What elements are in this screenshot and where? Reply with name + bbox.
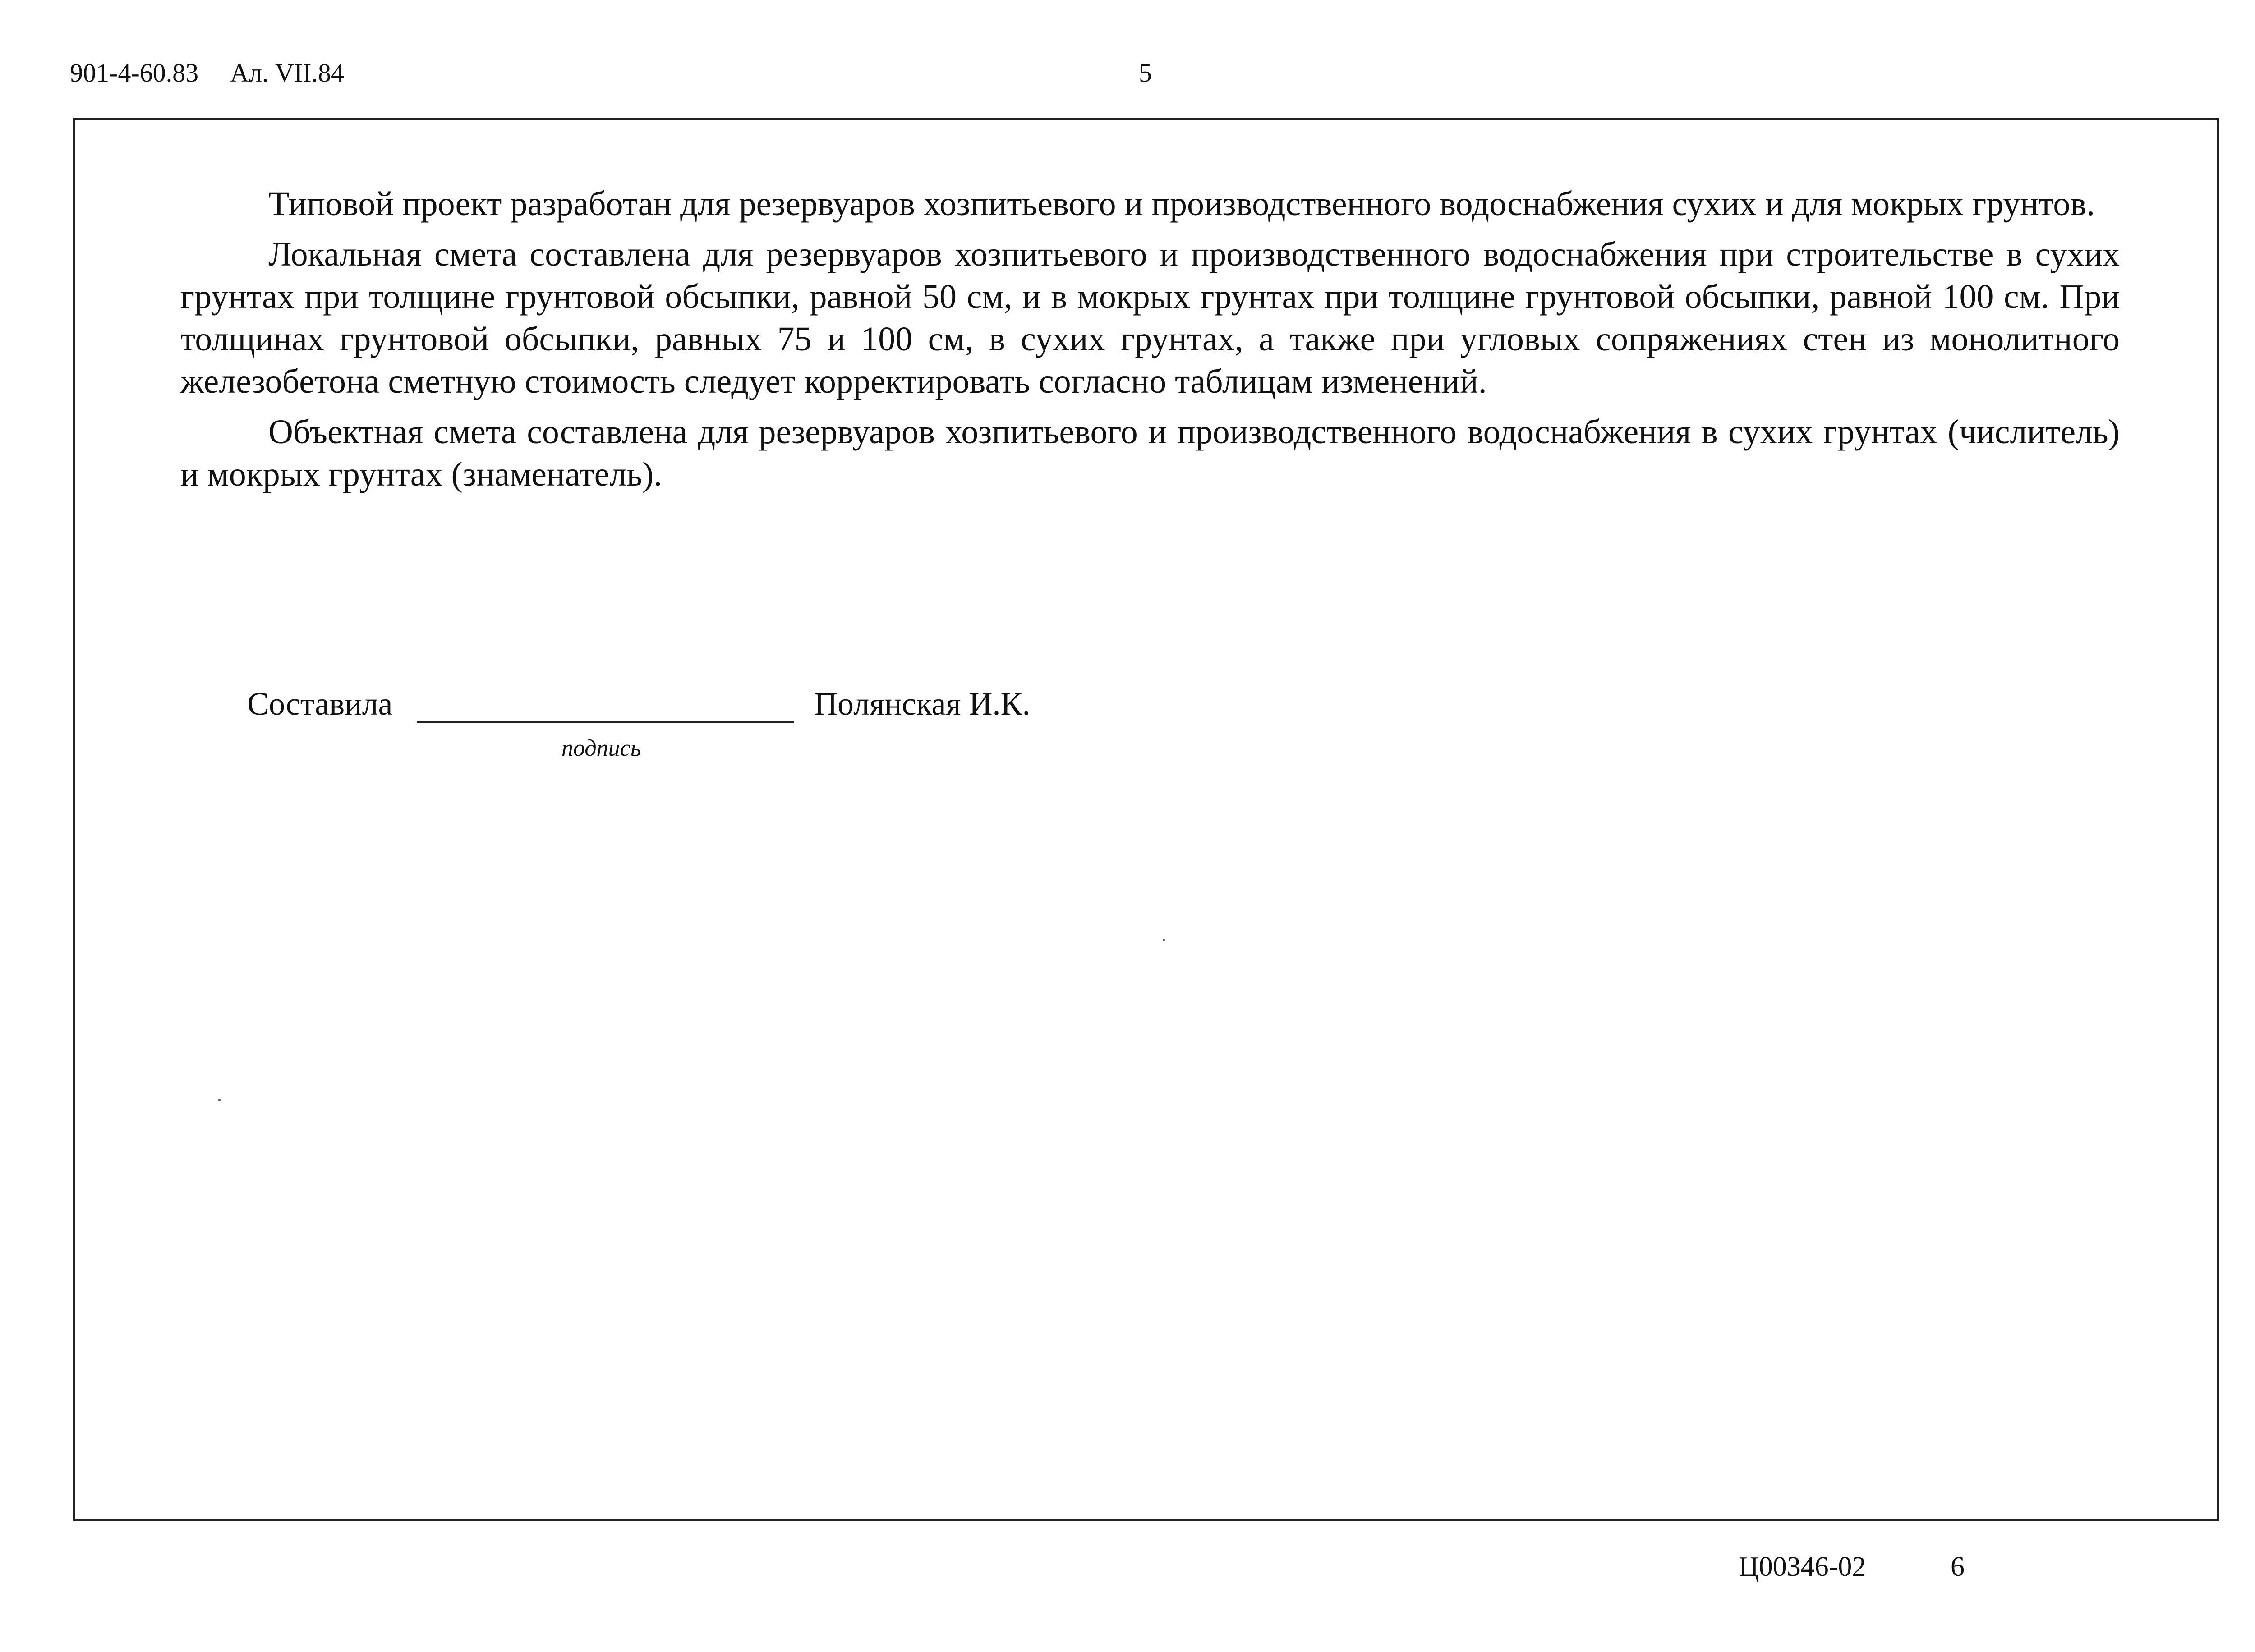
signature-line xyxy=(417,721,794,723)
footer-sheet-number: 6 xyxy=(1951,1551,1965,1582)
paragraph-project: Типовой проект разработан для резервуаров хозпитьевого и производственного водоснабжения сухих и для мокрых грунтов. xyxy=(268,185,2095,223)
page-number: 5 xyxy=(1139,58,1152,87)
signature-label: Составила xyxy=(247,686,393,722)
paragraph-local-estimate: Локальная смета составлена для резервуаров хозпитьевого и производственного водоснабжения при строительстве в сухих грунтах при толщине грунтовой обсыпки, равной 50 см, и в мокрых грунтах при толщине грунтовой обсыпки, равной 100 см. При толщинах грунтовой обсыпки, равных 75 и 100 см, в сухих грунтах, а также при угловых сопряжениях стен из монолитного железобетона сметную стоимость следует корректировать согласно таблицам изменений. xyxy=(180,235,2120,400)
document-code-header xyxy=(70,58,344,88)
album-number: Ал. VII.84 xyxy=(230,58,344,87)
signatory-name: Полянская И.К. xyxy=(814,686,1031,722)
paragraph-object-estimate: Объектная смета составлена для резервуаров хозпитьевого и производственного водоснабжения в сухих грунтах (числитель) и мокрых грунтах (знаменатель). xyxy=(180,413,2120,493)
scan-speck xyxy=(218,1099,221,1101)
explanatory-text xyxy=(180,183,2120,504)
scan-speck xyxy=(1163,939,1165,941)
project-code: 901-4-60.83 xyxy=(70,58,199,87)
signature-caption: подпись xyxy=(561,735,641,761)
footer-document-code: Ц00346-02 xyxy=(1739,1551,1866,1582)
